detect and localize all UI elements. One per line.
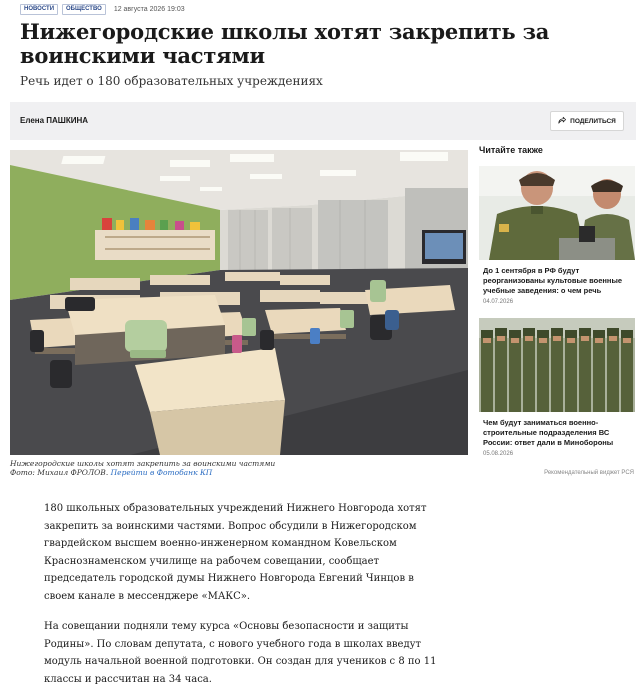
tag-society[interactable]: ОБЩЕСТВО bbox=[62, 4, 106, 15]
photo-credit bbox=[10, 468, 275, 477]
related-date-2: 05.08.2026 bbox=[483, 451, 514, 457]
photo-caption bbox=[10, 459, 275, 477]
body-paragraph-1: 180 школьных образовательных учреждений Нижнего Новгорода хотят закрепить за воинскими частями. Вопрос обсудили в Нижегородском гвардейском высшем военно-инженерном командном Ковельском Краснознаменском училище на рабочем совещании, сообщает председатель городской думы Нижнего Новгорода Евгений Чинцов в своем канале в мессенджере «МАКС». bbox=[44, 503, 427, 602]
classroom-image bbox=[10, 150, 468, 455]
body-paragraph-2: На совещании подняли тему курса «Основы безопасности и защиты Родины». По словам депутата, с нового учебного года в школах введут модуль начальной военной подготовки. Он создан для учеников с 8 по 11 классы и рассчитан на 34 часа. bbox=[44, 621, 437, 685]
related-title: Читайте также bbox=[479, 145, 543, 155]
related-title-2[interactable]: Чем будут заниматься военно-строительные подразделения ВС России: ответ дали в Минобороны bbox=[483, 418, 614, 447]
share-label: ПОДЕЛИТЬСЯ bbox=[570, 117, 616, 125]
share-button[interactable] bbox=[550, 111, 624, 131]
article-title: Нижегородские школы хотят закрепить за воинскими частями bbox=[20, 19, 550, 68]
related-thumb bbox=[479, 318, 635, 412]
author-bar bbox=[10, 102, 636, 140]
related-title-1[interactable]: До 1 сентября в РФ будут реорганизованы культовые военные учебные заведения: о чем речь bbox=[483, 266, 623, 295]
widget-note: Рекомендательный виджет РСЯ bbox=[544, 470, 634, 476]
related-thumb bbox=[479, 166, 635, 260]
caption-text: Нижегородские школы хотят закрепить за воинскими частями bbox=[10, 459, 276, 468]
publish-date: 12 августа 2026 19:03 bbox=[113, 5, 185, 13]
related-card[interactable] bbox=[479, 318, 635, 457]
tag-news[interactable]: НОВОСТИ bbox=[20, 4, 58, 15]
share-arrow-icon bbox=[558, 116, 566, 126]
photobank-link[interactable]: Перейти в Фотобанк КП bbox=[110, 468, 213, 477]
article-subtitle: Речь идет о 180 образовательных учреждениях bbox=[20, 74, 323, 88]
credit-author: Фото: Михаил ФРОЛОВ. bbox=[10, 468, 109, 477]
article-meta bbox=[20, 3, 185, 15]
article-photo[interactable] bbox=[10, 150, 468, 455]
related-date-1: 04.07.2026 bbox=[483, 299, 514, 305]
related-card[interactable] bbox=[479, 166, 635, 305]
author-name[interactable]: Елена ПАШКИНА bbox=[20, 116, 89, 125]
